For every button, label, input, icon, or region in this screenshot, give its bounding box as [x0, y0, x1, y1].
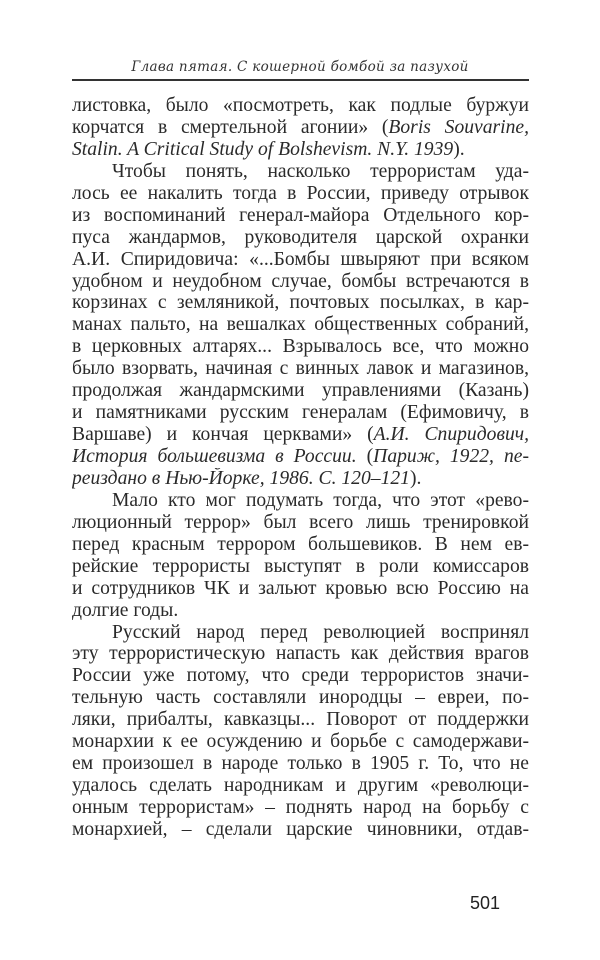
line-text: ). — [409, 467, 422, 489]
text-line — [72, 227, 529, 249]
line-text: России уже потому, что среди террористов значи- — [72, 665, 529, 687]
line-text: манах пальто, на вешалках общественных собраний, — [72, 314, 529, 336]
text-line — [72, 534, 529, 556]
line-text: онным террористам» – поднять народ на борьбу с — [72, 797, 529, 818]
line-text: ем произошел в народе только в 1905 г. То, что не — [72, 753, 529, 775]
line-text: тельную часть составляли инородцы – евреи, по- — [72, 687, 529, 709]
line-text: перед красным террором большевиков. В нем ев- — [72, 533, 529, 555]
text-line — [72, 490, 529, 512]
text-line — [72, 424, 529, 446]
line-text: листовка, было «посмотреть, как подлые буржуи — [72, 95, 529, 116]
text-line — [72, 797, 529, 819]
text-line — [72, 578, 529, 600]
line-text: из воспоминаний генерал-майора Отдельного кор- — [72, 204, 529, 226]
text-line — [72, 622, 529, 644]
text-line — [72, 95, 529, 117]
text-line — [72, 600, 529, 622]
line-text: лось ее накалить тогда в России, приведу отрывок — [72, 182, 529, 204]
line-text: А.И. Спиридовича: «...Бомбы швыряют при всяком — [72, 248, 529, 270]
line-text: в церковных алтарях... Взрывалось все, что можно — [72, 336, 529, 358]
line-text: Чтобы понять, насколько террористам уда- — [112, 160, 529, 182]
italic-citation-text: Париж, 1922, пе- — [373, 446, 529, 467]
text-line — [72, 292, 529, 314]
line-text: долгие годы. — [72, 599, 179, 621]
text-line — [72, 753, 529, 775]
text-line — [72, 643, 529, 665]
line-text: Русский народ перед революцией воспринял — [112, 621, 529, 643]
line-text: монархии к ее осуждению и борьбе с самодержави- — [72, 731, 529, 753]
text-line — [72, 205, 529, 227]
text-line — [72, 271, 529, 293]
text-line — [72, 380, 529, 402]
line-text: корзинах с земляникой, почтовых посылках, в кар- — [72, 292, 529, 314]
line-text: ). — [453, 138, 465, 160]
line-text: удалось сделать народникам и другим «революци- — [72, 775, 529, 797]
text-line — [72, 731, 529, 753]
italic-citation-text: Boris Souvarine, — [388, 116, 529, 138]
text-line — [72, 249, 529, 271]
text-line — [72, 512, 529, 534]
line-text: продолжая жандармскими управлениями (Казань) — [72, 380, 529, 402]
text-line — [72, 709, 529, 731]
line-text: Мало кто мог подумать тогда, что этот «рево- — [112, 489, 529, 511]
text-line — [72, 183, 529, 205]
line-text: монархией, – сделали царские чиновники, отдав- — [72, 818, 529, 840]
text-line — [72, 819, 529, 841]
text-line — [72, 446, 529, 468]
line-text: было взорвать, начиная с винных лавок и магазинов, — [72, 358, 529, 380]
running-header: Глава пятая. С кошерной бомбой за пазухой — [131, 59, 469, 75]
line-text: люционный террор» был всего лишь тренировкой — [72, 511, 529, 533]
line-text: и сотрудников ЧК и зальют кровью всю Россию на — [72, 577, 529, 599]
text-line — [72, 358, 529, 380]
text-line — [72, 336, 529, 358]
line-text: и памятниками русским генералам (Ефимовичу, в — [72, 402, 529, 424]
page-number: 501 — [470, 893, 501, 913]
body-text — [72, 95, 529, 841]
text-line — [72, 161, 529, 183]
italic-citation-text: Stalin. A Critical Study of Bolshevism. N.Y. 1939 — [72, 138, 454, 160]
text-line — [72, 775, 529, 797]
line-text: удобном и неудобном случае, бомбы встречаются в — [72, 270, 529, 292]
line-text: рейские террористы выступят в роли комиссаров — [72, 555, 529, 577]
italic-citation-text: реиздано в Нью-Йорке, 1986. С. 120–121 — [72, 467, 410, 489]
line-text: ( — [356, 446, 374, 467]
text-line — [72, 402, 529, 424]
text-line — [72, 139, 529, 161]
italic-citation-text: А.И. Спиридович, — [373, 424, 529, 446]
text-line — [72, 468, 529, 490]
line-text: эту террористическую напасть как действия врагов — [72, 643, 529, 665]
text-line — [72, 556, 529, 578]
text-line — [72, 687, 529, 709]
line-text: пуса жандармов, руководителя царской охранки — [72, 226, 529, 248]
line-text: корчатся в смертельной агонии» ( — [72, 116, 389, 138]
text-line — [72, 314, 529, 336]
line-text: Варшаве) и кончая церквами» ( — [72, 424, 374, 446]
text-line — [72, 117, 529, 139]
header-rule — [72, 79, 529, 81]
text-line — [72, 665, 529, 687]
italic-citation-text: История большевизма в России. — [72, 446, 357, 467]
line-text: ляки, прибалты, кавказцы... Поворот от поддержки — [72, 709, 529, 731]
